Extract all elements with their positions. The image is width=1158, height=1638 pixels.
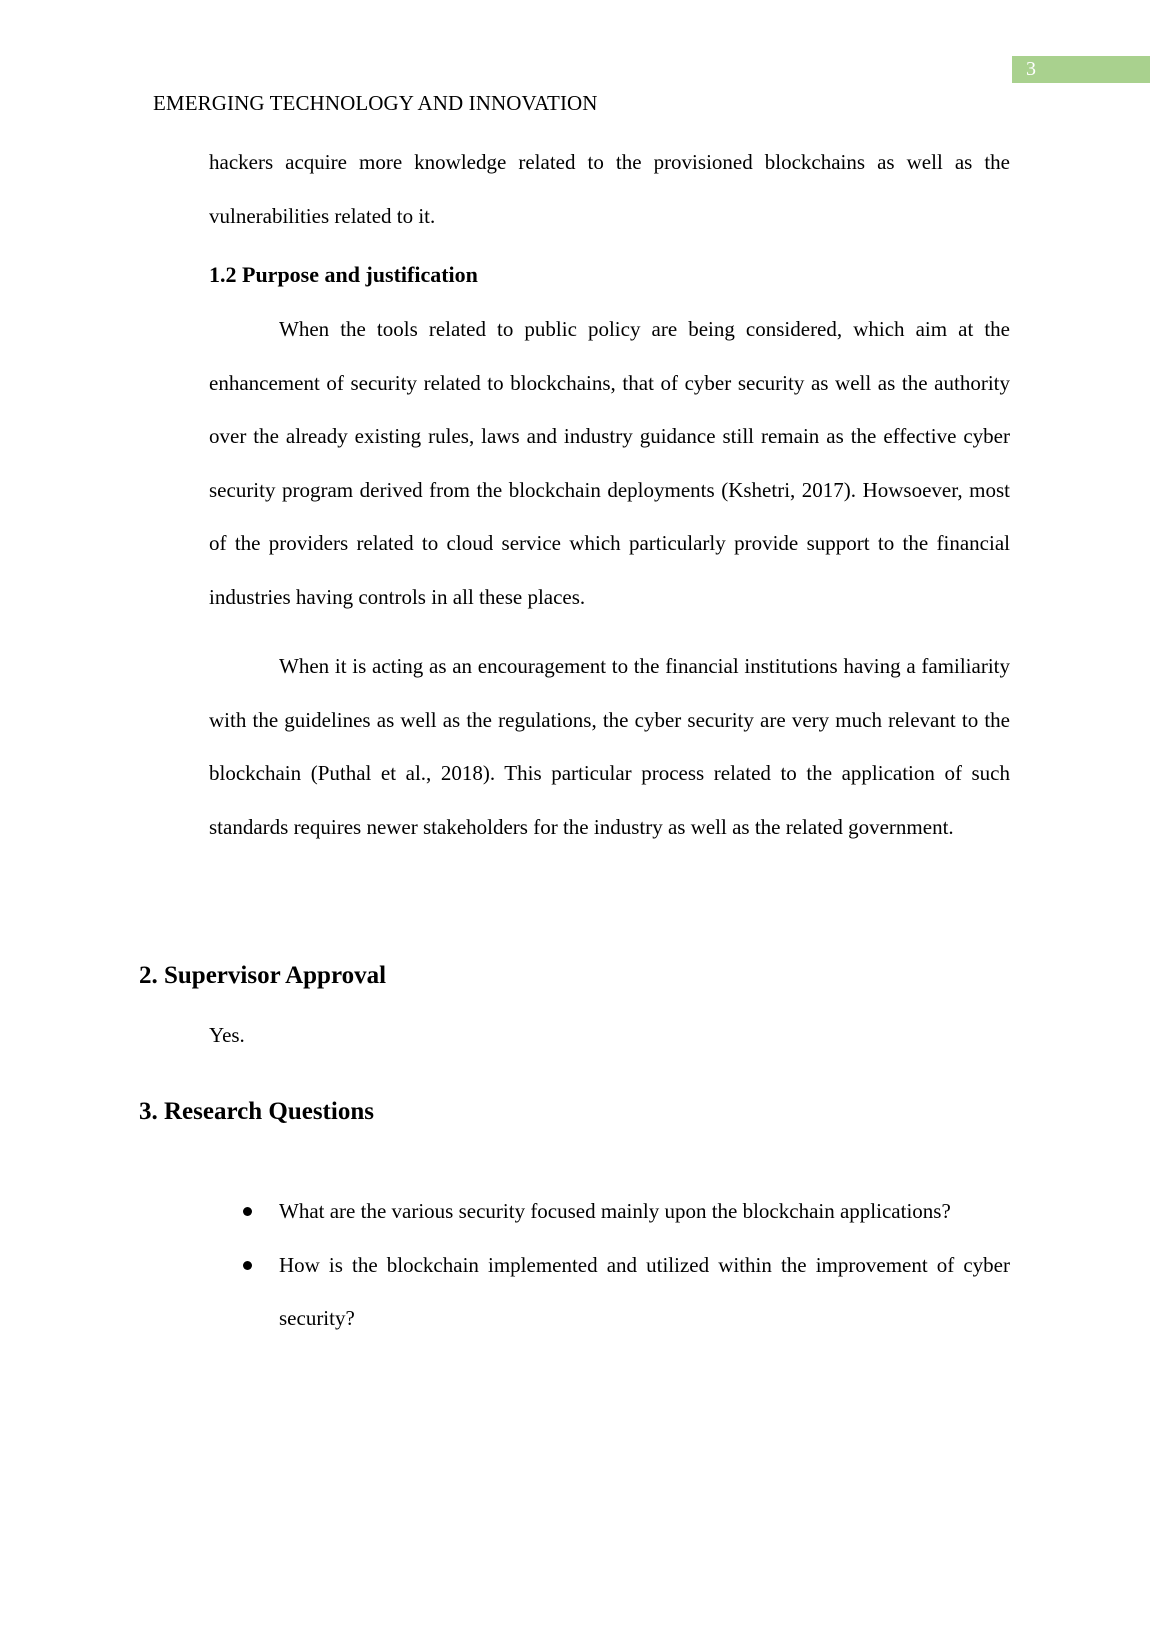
document-body bbox=[209, 136, 1010, 854]
purpose-paragraph-1: When the tools related to public policy are being considered, which aim at the enhancement of security related to blockchains, that of cyber security as well as the authority over the already existing rules, laws and industry guidance still remain as the effective cyber security program derived from the blockchain deployments (Kshetri, 2017). Howsoever, most of the providers related to cloud service which particularly provide support to the financial industries having controls in all these places. bbox=[209, 317, 1010, 609]
subsection-heading-purpose: 1.2 Purpose and justification bbox=[209, 262, 478, 287]
bullet-icon bbox=[243, 1261, 252, 1270]
continuation-paragraph: hackers acquire more knowledge related to the provisioned blockchains as well as the vulnerabilities related to it. bbox=[209, 150, 1010, 228]
section-heading-supervisor-approval: 2. Supervisor Approval bbox=[139, 962, 387, 989]
bullet-icon bbox=[243, 1207, 252, 1216]
section-heading-research-questions: 3. Research Questions bbox=[139, 1098, 374, 1125]
page-number: 3 bbox=[1012, 56, 1150, 83]
purpose-paragraph-2: When it is acting as an encouragement to the financial institutions having a familiarity with the guidelines as well as the regulations, the cyber security are very much relevant to the blockchain (Puthal et al., 2018). This particular process related to the application of such standards requires newer stakeholders for the industry as well as the related government. bbox=[209, 654, 1010, 839]
research-question-text: What are the various security focused mainly upon the blockchain applications? bbox=[279, 1199, 951, 1223]
list-item bbox=[209, 1239, 1010, 1346]
list-item bbox=[209, 1185, 1010, 1239]
supervisor-approval-text: Yes. bbox=[209, 1023, 245, 1047]
research-questions-list bbox=[209, 1185, 1010, 1346]
running-header: EMERGING TECHNOLOGY AND INNOVATION bbox=[153, 91, 598, 115]
research-question-text: How is the blockchain implemented and utilized within the improvement of cyber security? bbox=[279, 1252, 1010, 1330]
